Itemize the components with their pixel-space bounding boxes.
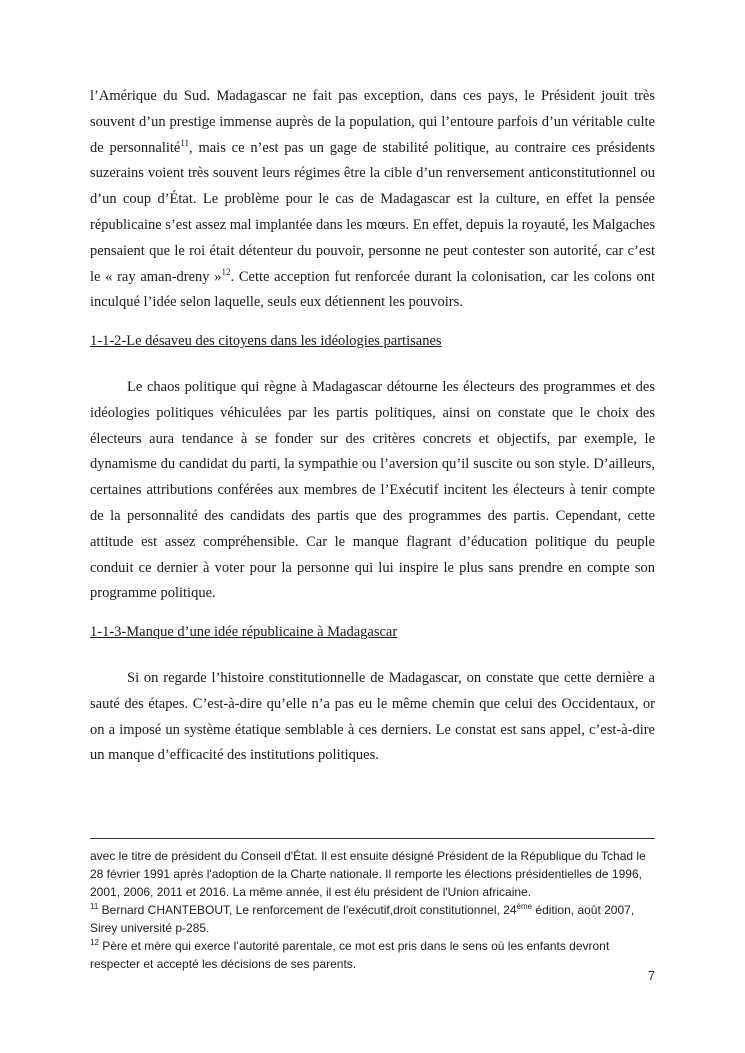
footnote-10-continuation: avec le titre de président du Conseil d'État. Il est ensuite désigné Président de la République du Tchad le 28 février 1991 après l'adoption de la Charte nationale. Il remporte les élections présidentielles de 1996, 2001, 2006, 2011 et 2016. La même année, il est élu président de l'Union africaine. [90, 849, 646, 899]
footnote-12-text: Père et mère qui exerce l’autorité parentale, ce mot est pris dans le sens où les enfants devront respecter et accepté les décisions de ses parents. [90, 939, 610, 971]
footnote-11-text-a: Bernard CHANTEBOUT, Le renforcement de l’exécutif,droit constitutionnel, 24 [98, 903, 517, 917]
footnote-11-marker: 11 [90, 902, 99, 911]
paragraph-1-text-a: l’Amérique du Sud. Madagascar ne fait pas exception, dans ces pays, le Président jouit très souvent d’un prestige immense auprès de la population, qui l’entoure parfois d’un véritable culte de personnalité [90, 88, 655, 156]
footnote-separator-rule [90, 838, 655, 839]
footnotes-section [90, 838, 655, 973]
footnote-ref-12: 12 [221, 266, 231, 277]
page-number: 7 [648, 969, 655, 983]
paragraph-1 [90, 84, 655, 316]
footnote-11-ordinal-superscript: ème [516, 902, 533, 911]
footnote-12-marker: 12 [90, 938, 99, 947]
paragraph-2: Le chaos politique qui règne à Madagascar détourne les électeurs des programmes et des idéologies politiques véhiculées par les partis politiques, ainsi on constate que le choix des électeurs aura tendance à se fonder sur des critères concrets et objectifs, par exemple, le dynamisme du candidat du parti, la sympathie ou l’aversion qu’il suscite ou son style. D’ailleurs, certaines attributions conférées aux membres de l’Exécutif incitent les électeurs à tenir compte de la personnalité des candidats des partis que des programmes des partis. Cependant, cette attitude est assez compréhensible. Car le manque flagrant d’éducation politique du peuple conduit ce dernier à voter pour la personne qui lui inspire le plus sans prendre en compte son programme politique. [90, 378, 655, 602]
footnote-12 [90, 937, 655, 973]
section-heading-1-1-2: 1-1-2-Le désaveu des citoyens dans les idéologies partisanes [90, 333, 442, 350]
page-body [90, 84, 655, 769]
footnote-11-text-b: édition, août 2007, Sirey université p-285. [90, 903, 635, 935]
section-heading-1-1-3: 1-1-3-Manque d’une idée républicaine à Madagascar [90, 624, 398, 641]
footnote-11 [90, 901, 655, 937]
paragraph-1-text-c: . Cette acception fut renforcée durant la colonisation, car les colons ont inculqué l’idée selon laquelle, seuls eux détiennent les pouvoirs. [90, 268, 655, 311]
footnote-ref-11: 11 [180, 137, 190, 148]
paragraph-3: Si on regarde l’histoire constitutionnelle de Madagascar, on constate que cette dernière a sauté des étapes. C’est-à-dire qu’elle n’a pas eu le même chemin que celui des Occidentaux, or on a imposé un système étatique semblable à ces derniers. Le constat est sans appel, c’est-à-dire un manque d’efficacité des institutions politiques. [90, 669, 655, 764]
paragraph-1-text-b: , mais ce n’est pas un gage de stabilité politique, au contraire ces présidents suzerains voient très souvent leurs régimes être la cible d’un renversement anticonstitutionnel ou d’un coup d’État. Le problème pour le cas de Madagascar est la culture, en effet la pensée républicaine s’est assez mal implantée dans les mœurs. En effet, depuis la royauté, les Malgaches pensaient que le roi était détenteur du pouvoir, personne ne peut contester son autorité, car c’est le « ray aman-dreny » [90, 139, 655, 285]
